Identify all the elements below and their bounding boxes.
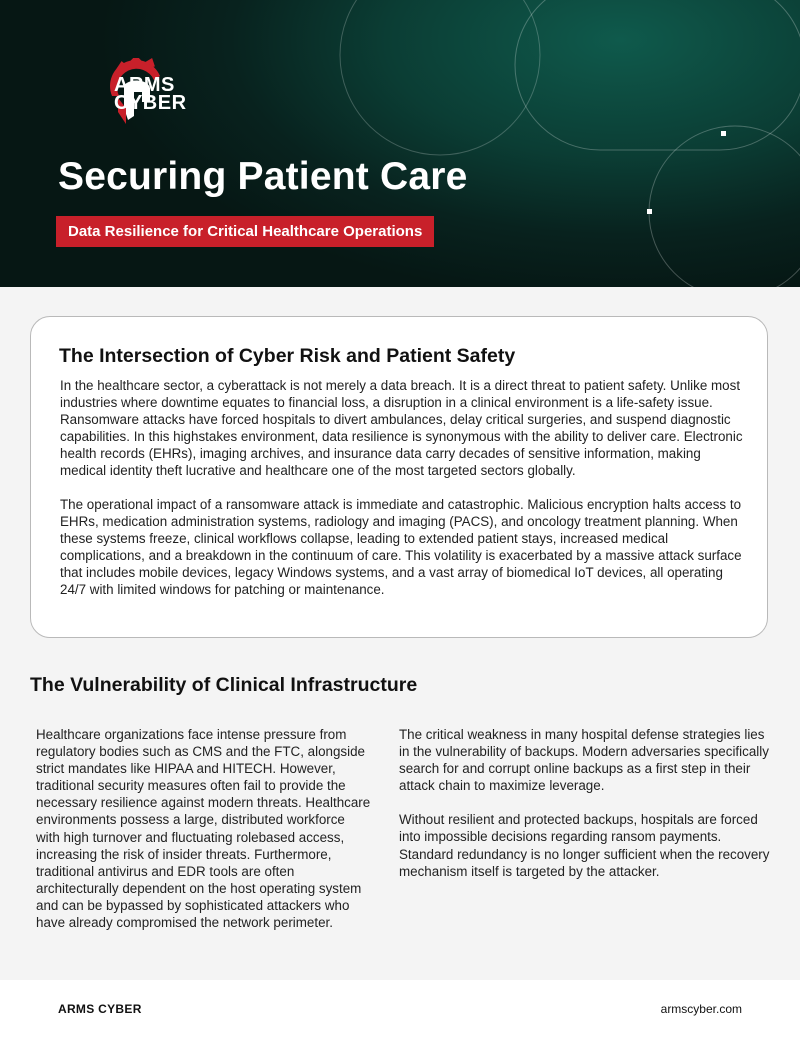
subtitle-badge: Data Resilience for Critical Healthcare Operations [56, 216, 434, 247]
page-footer [0, 980, 800, 1040]
section2-right-column [399, 726, 771, 880]
section1-paragraph-1: In the healthcare sector, a cyberattack is not merely a data breach. It is a direct threat to patient safety. Unlike most industries where downtime equates to financial loss, a disruption in a clinical environment is a life-safety issue. Ransomware attacks have forced hospitals to divert ambulances, delay critical surgeries, and suspend diagnostic capabilities. In this highstakes environment, data resilience is synonymous with the ability to deliver care. Electronic health records (EHRs), imaging archives, and insurance data carry decades of sensitive information, making medical identity theft lucrative and healthcare one of the most targeted sectors globally. [60, 378, 743, 479]
deco-dot-2 [647, 209, 652, 214]
section1-heading: The Intersection of Cyber Risk and Patient Safety [59, 345, 516, 367]
deco-circle-top [340, 0, 540, 155]
deco-stadium [515, 0, 800, 150]
footer-company: ARMS CYBER [58, 1002, 142, 1016]
paragraph-spacer [399, 794, 771, 811]
page-title: Securing Patient Care [58, 155, 468, 198]
logo-line-cyber: CYBER [114, 92, 187, 114]
hero-banner [0, 0, 800, 287]
section2-right-paragraph-1: The critical weakness in many hospital defense strategies lies in the vulnerability of backups. Modern adversaries specifically search for and corrupt online backups as a first step in their attack chain to maximize leverage. [399, 727, 769, 794]
footer-website-link[interactable]: armscyber.com [660, 1002, 742, 1016]
logo-wordmark [114, 76, 187, 112]
logo-line-arms: ARMS [114, 74, 175, 96]
section2-heading: The Vulnerability of Clinical Infrastructure [30, 674, 418, 696]
deco-dot-1 [721, 131, 726, 136]
risk-safety-card [30, 316, 768, 638]
section2-left-paragraph: Healthcare organizations face intense pressure from regulatory bodies such as CMS and the FTC, alongside strict mandates like HIPAA and HITECH. However, traditional security measures often fail to provide the necessary resilience against modern threats. Healthcare environments possess a large, distributed workforce with high turnover and fluctuating rolebased access, increasing the risk of insider threats. Furthermore, traditional antivirus and EDR tools are often architecturally dependent on the host operating system and can be bypassed by sophisticated attackers who have already compromised the network perimeter. [36, 727, 371, 931]
section2-left-column [36, 726, 372, 931]
section1-paragraph-2: The operational impact of a ransomware attack is immediate and catastrophic. Malicious encryption halts access to EHRs, medication administration systems, radiology and imaging (PACS), and oncology treatment planning. When these systems freeze, clinical workflows collapse, leading to extended patient stays, increased medical complications, and a breakdown in the continuum of care. This volatility is exacerbated by a massive attack surface that includes mobile devices, legacy Windows systems, and a vast array of biomedical IoT devices, all operating 24/7 with limited windows for patching or maintenance. [60, 497, 742, 598]
section2-right-paragraph-2: Without resilient and protected backups, hospitals are forced into impossible decisions regarding ransom payments. Standard redundancy is no longer sufficient when the recovery mechanism itself is targeted by the attacker. [399, 812, 770, 879]
